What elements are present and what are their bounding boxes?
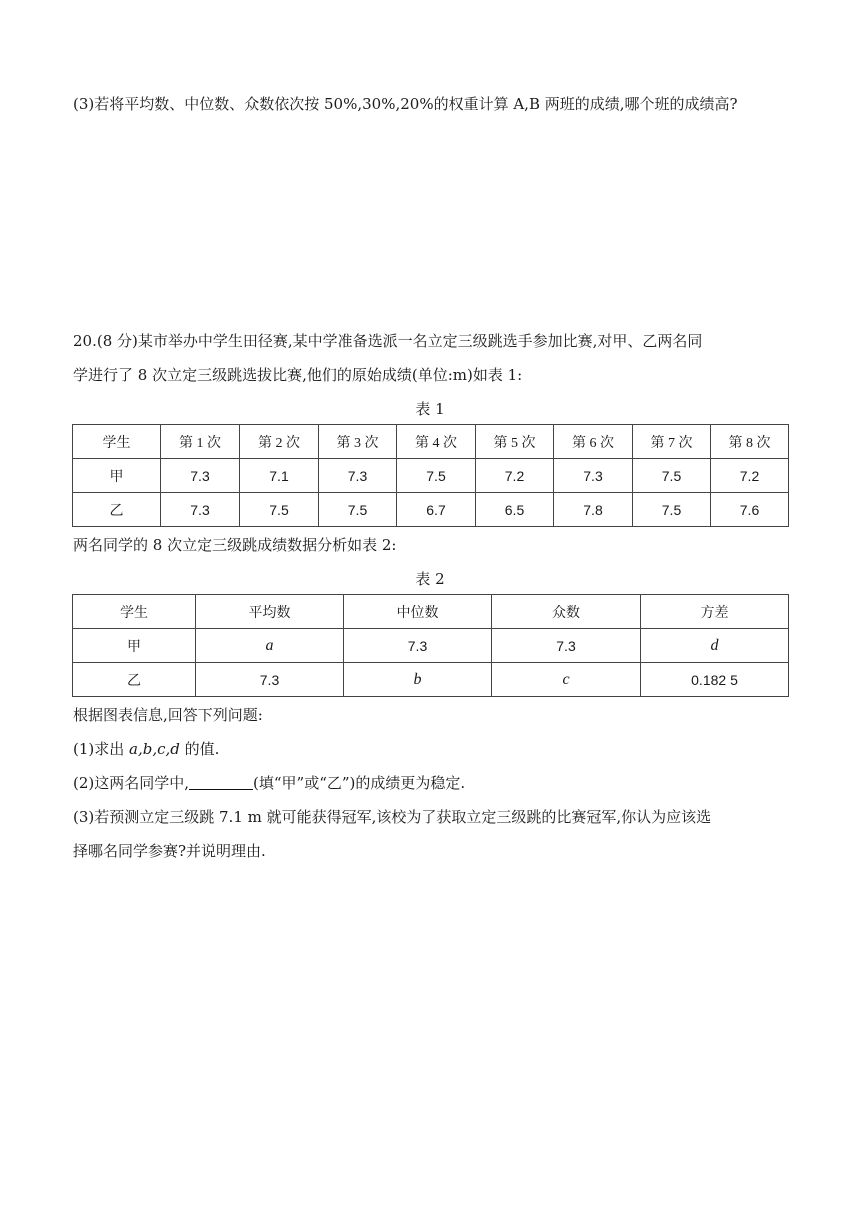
table-2-header-cell: 方差 bbox=[641, 595, 789, 629]
table-2-cell: 乙 bbox=[73, 663, 196, 697]
part-1-variables: a,b,c,d bbox=[129, 740, 180, 758]
table-1-cell: 7.5 bbox=[397, 459, 476, 493]
table-2-cell: 7.3 bbox=[344, 629, 492, 663]
table-1-cell: 7.1 bbox=[240, 459, 319, 493]
table-1-cell: 7.3 bbox=[161, 493, 240, 527]
table-1-cell: 乙 bbox=[73, 493, 161, 527]
table-1-header-cell: 第 2 次 bbox=[240, 425, 319, 459]
table-1-cell: 7.6 bbox=[711, 493, 789, 527]
table-1-cell: 7.5 bbox=[633, 493, 711, 527]
table-2 bbox=[72, 594, 789, 697]
table-2-header-cell: 中位数 bbox=[344, 595, 492, 629]
table-1-header-cell: 第 5 次 bbox=[476, 425, 554, 459]
table-2-row-jia bbox=[73, 629, 789, 663]
table-2-intro: 两名同学的 8 次立定三级跳成绩数据分析如表 2: bbox=[73, 536, 397, 554]
question-20-part-3-line-1: (3)若预测立定三级跳 7.1 m 就可能获得冠军,该校为了获取立定三级跳的比赛冠军,你认为应该选 bbox=[73, 808, 712, 826]
table-1-cell: 7.2 bbox=[476, 459, 554, 493]
table-1-header-cell: 第 7 次 bbox=[633, 425, 711, 459]
table-2-header-row bbox=[73, 595, 789, 629]
table-2-cell: 7.3 bbox=[492, 629, 641, 663]
part-2-suffix: (填“甲”或“乙”)的成绩更为稳定. bbox=[253, 774, 466, 792]
table-1-cell: 甲 bbox=[73, 459, 161, 493]
table-1-header-cell: 学生 bbox=[73, 425, 161, 459]
table-2-cell: 甲 bbox=[73, 629, 196, 663]
table-1-cell: 7.5 bbox=[319, 493, 397, 527]
table-2-row-yi bbox=[73, 663, 789, 697]
table-1-header-cell: 第 4 次 bbox=[397, 425, 476, 459]
table-1-header-cell: 第 6 次 bbox=[554, 425, 633, 459]
table-1-cell: 7.3 bbox=[161, 459, 240, 493]
table-2-cell: 0.182 5 bbox=[641, 663, 789, 697]
table-1-header-cell: 第 1 次 bbox=[161, 425, 240, 459]
table-1-cell: 6.7 bbox=[397, 493, 476, 527]
question-20-part-3-line-2: 择哪名同学参赛?并说明理由. bbox=[73, 842, 266, 860]
table-1-caption: 表 1 bbox=[415, 400, 445, 418]
question-20-part-2 bbox=[73, 772, 793, 794]
table-1-row-jia bbox=[73, 459, 789, 493]
table-1-header-cell: 第 8 次 bbox=[711, 425, 789, 459]
part-2-prefix: (2)这两名同学中, bbox=[73, 774, 190, 792]
question-20-prompt: 根据图表信息,回答下列问题: bbox=[73, 706, 263, 724]
table-1-cell: 6.5 bbox=[476, 493, 554, 527]
table-1-row-yi bbox=[73, 493, 789, 527]
table-2-cell: c bbox=[492, 663, 641, 697]
table-2-header-cell: 平均数 bbox=[196, 595, 344, 629]
answer-blank bbox=[189, 773, 253, 790]
question-20-intro-line-2: 学进行了 8 次立定三级跳选拔比赛,他们的原始成绩(单位:m)如表 1: bbox=[73, 366, 523, 384]
table-1-cell: 7.3 bbox=[319, 459, 397, 493]
table-1 bbox=[72, 424, 789, 527]
table-2-cell: d bbox=[641, 629, 789, 663]
table-2-header-cell: 学生 bbox=[73, 595, 196, 629]
table-1-cell: 7.3 bbox=[554, 459, 633, 493]
table-2-cell: 7.3 bbox=[196, 663, 344, 697]
table-2-cell: b bbox=[344, 663, 492, 697]
table-1-header-cell: 第 3 次 bbox=[319, 425, 397, 459]
table-1-header-row bbox=[73, 425, 789, 459]
table-1-cell: 7.5 bbox=[633, 459, 711, 493]
question-19-part-3: (3)若将平均数、中位数、众数依次按 50%,30%,20%的权重计算 A,B 两班的成绩,哪个班的成绩高? bbox=[73, 95, 738, 113]
table-2-caption: 表 2 bbox=[415, 570, 445, 588]
table-1-cell: 7.8 bbox=[554, 493, 633, 527]
table-1-cell: 7.5 bbox=[240, 493, 319, 527]
part-1-suffix: 的值. bbox=[179, 740, 220, 758]
part-1-prefix: (1)求出 bbox=[73, 740, 130, 758]
table-2-header-cell: 众数 bbox=[492, 595, 641, 629]
table-1-cell: 7.2 bbox=[711, 459, 789, 493]
question-20-part-1 bbox=[73, 738, 793, 760]
question-20-intro-line-1: 20.(8 分)某市举办中学生田径赛,某中学准备选派一名立定三级跳选手参加比赛,对甲、乙两名同 bbox=[73, 332, 703, 350]
table-2-cell: a bbox=[196, 629, 344, 663]
